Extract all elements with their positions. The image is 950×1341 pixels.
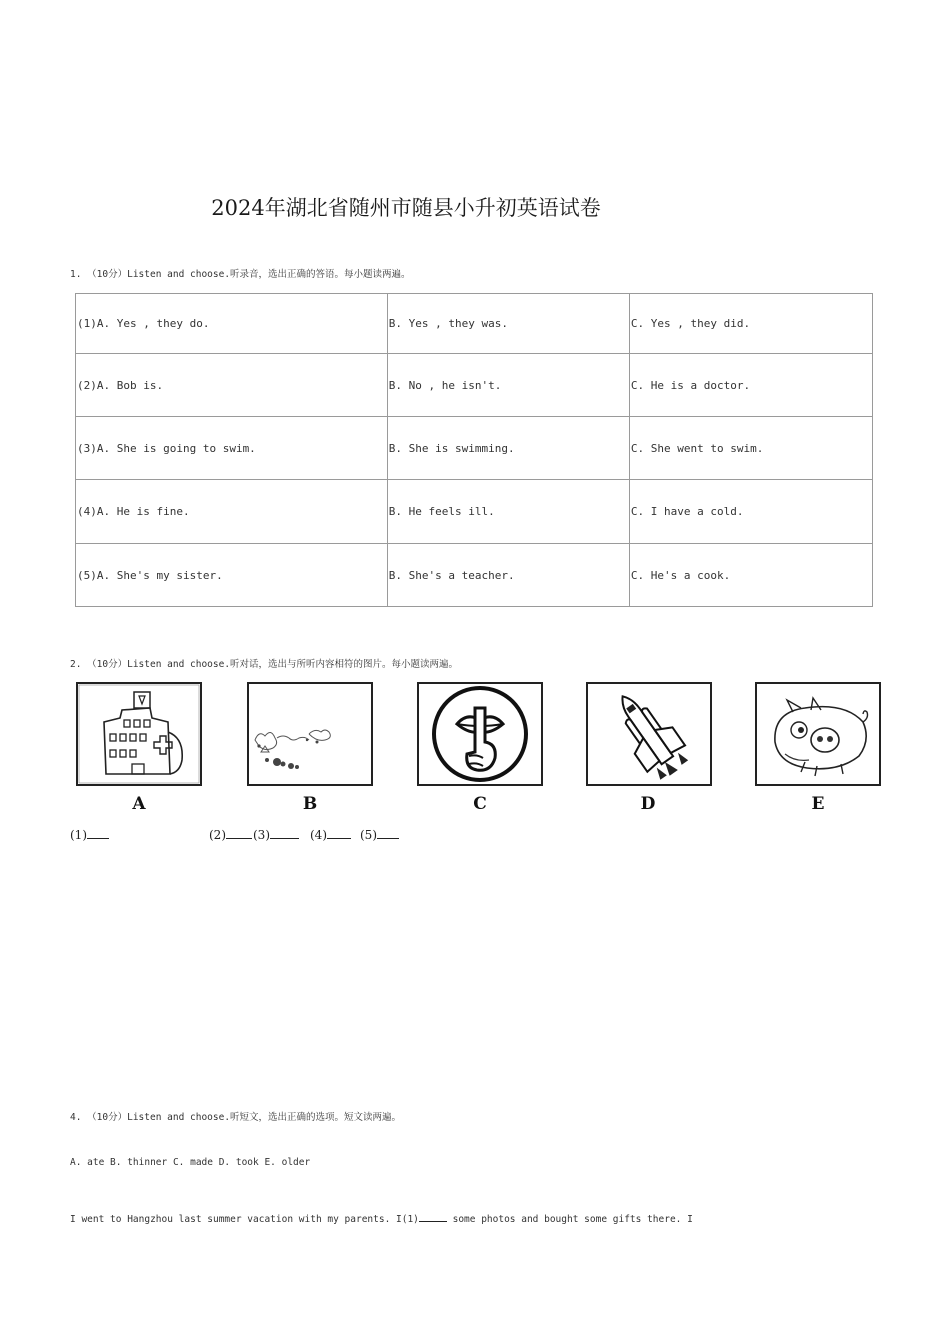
answer-blank[interactable]: [377, 826, 399, 839]
question-2-heading: 2. （10分）Listen and choose.听对话，选出与所听内容相符的图片。每小题读两遍。: [70, 659, 459, 670]
option-cell: B. He feels ill.: [387, 480, 629, 544]
picture-e-label: E: [811, 794, 825, 814]
picture-c-label: C: [473, 794, 487, 814]
option-cell: C. Yes , they did.: [629, 294, 872, 354]
answer-3: (3): [253, 826, 299, 842]
option-cell: (5)A. She's my sister.: [76, 544, 388, 607]
option-cell: B. She's a teacher.: [387, 544, 629, 607]
sketch-scene-icon: [247, 682, 373, 786]
space-shuttle-icon: [586, 682, 712, 786]
option-cell: C. He's a cook.: [629, 544, 872, 607]
option-cell: B. She is swimming.: [387, 417, 629, 480]
page-title: 2024年湖北省随州市随县小升初英语试卷: [211, 196, 601, 220]
picture-b-label: B: [302, 794, 318, 814]
picture-d-label: D: [640, 794, 656, 814]
passage-blank[interactable]: [419, 1211, 447, 1222]
picture-a-label: A: [132, 794, 146, 814]
option-cell: C. He is a doctor.: [629, 354, 872, 417]
picture-d: [586, 682, 712, 786]
option-cell: B. Yes , they was.: [387, 294, 629, 354]
question-1-options-table: [75, 293, 873, 607]
question-1-heading: 1. （10分）Listen and choose.听录音，选出正确的答语。每小题读两遍。: [70, 269, 411, 280]
table-row: [76, 354, 873, 417]
picture-b: [247, 682, 373, 786]
option-cell: (2)A. Bob is.: [76, 354, 388, 417]
picture-a: [76, 682, 202, 786]
option-cell: C. I have a cold.: [629, 480, 872, 544]
table-row: [76, 417, 873, 480]
picture-e: [755, 682, 881, 786]
answer-blank[interactable]: [226, 826, 252, 839]
table-row: [76, 294, 873, 354]
option-cell: (4)A. He is fine.: [76, 480, 388, 544]
option-cell: (1)A. Yes , they do.: [76, 294, 388, 354]
option-cell: B. No , he isn't.: [387, 354, 629, 417]
answer-5: (5): [360, 826, 399, 842]
table-row: [76, 480, 873, 544]
hospital-icon: [76, 682, 202, 786]
pig-icon: [755, 682, 881, 786]
answer-blank[interactable]: [87, 826, 109, 839]
question-4-options: A. ate B. thinner C. made D. took E. older: [70, 1157, 311, 1168]
option-cell: C. She went to swim.: [629, 417, 872, 480]
quiet-sign-icon: [417, 682, 543, 786]
answer-4: (4): [310, 826, 351, 842]
answer-1: (1): [70, 826, 109, 842]
option-cell: (3)A. She is going to swim.: [76, 417, 388, 480]
answer-2: (2): [209, 826, 252, 842]
answer-blank[interactable]: [327, 826, 351, 839]
question-4-heading: 4. （10分）Listen and choose.听短文，选出正确的选项。短文读两遍。: [70, 1112, 402, 1123]
answer-blank[interactable]: [270, 826, 299, 839]
question-4-passage: I went to Hangzhou last summer vacation with my parents. I(1) some photos and bought some gifts there. I: [70, 1211, 693, 1225]
picture-c: [417, 682, 543, 786]
table-row: [76, 544, 873, 607]
